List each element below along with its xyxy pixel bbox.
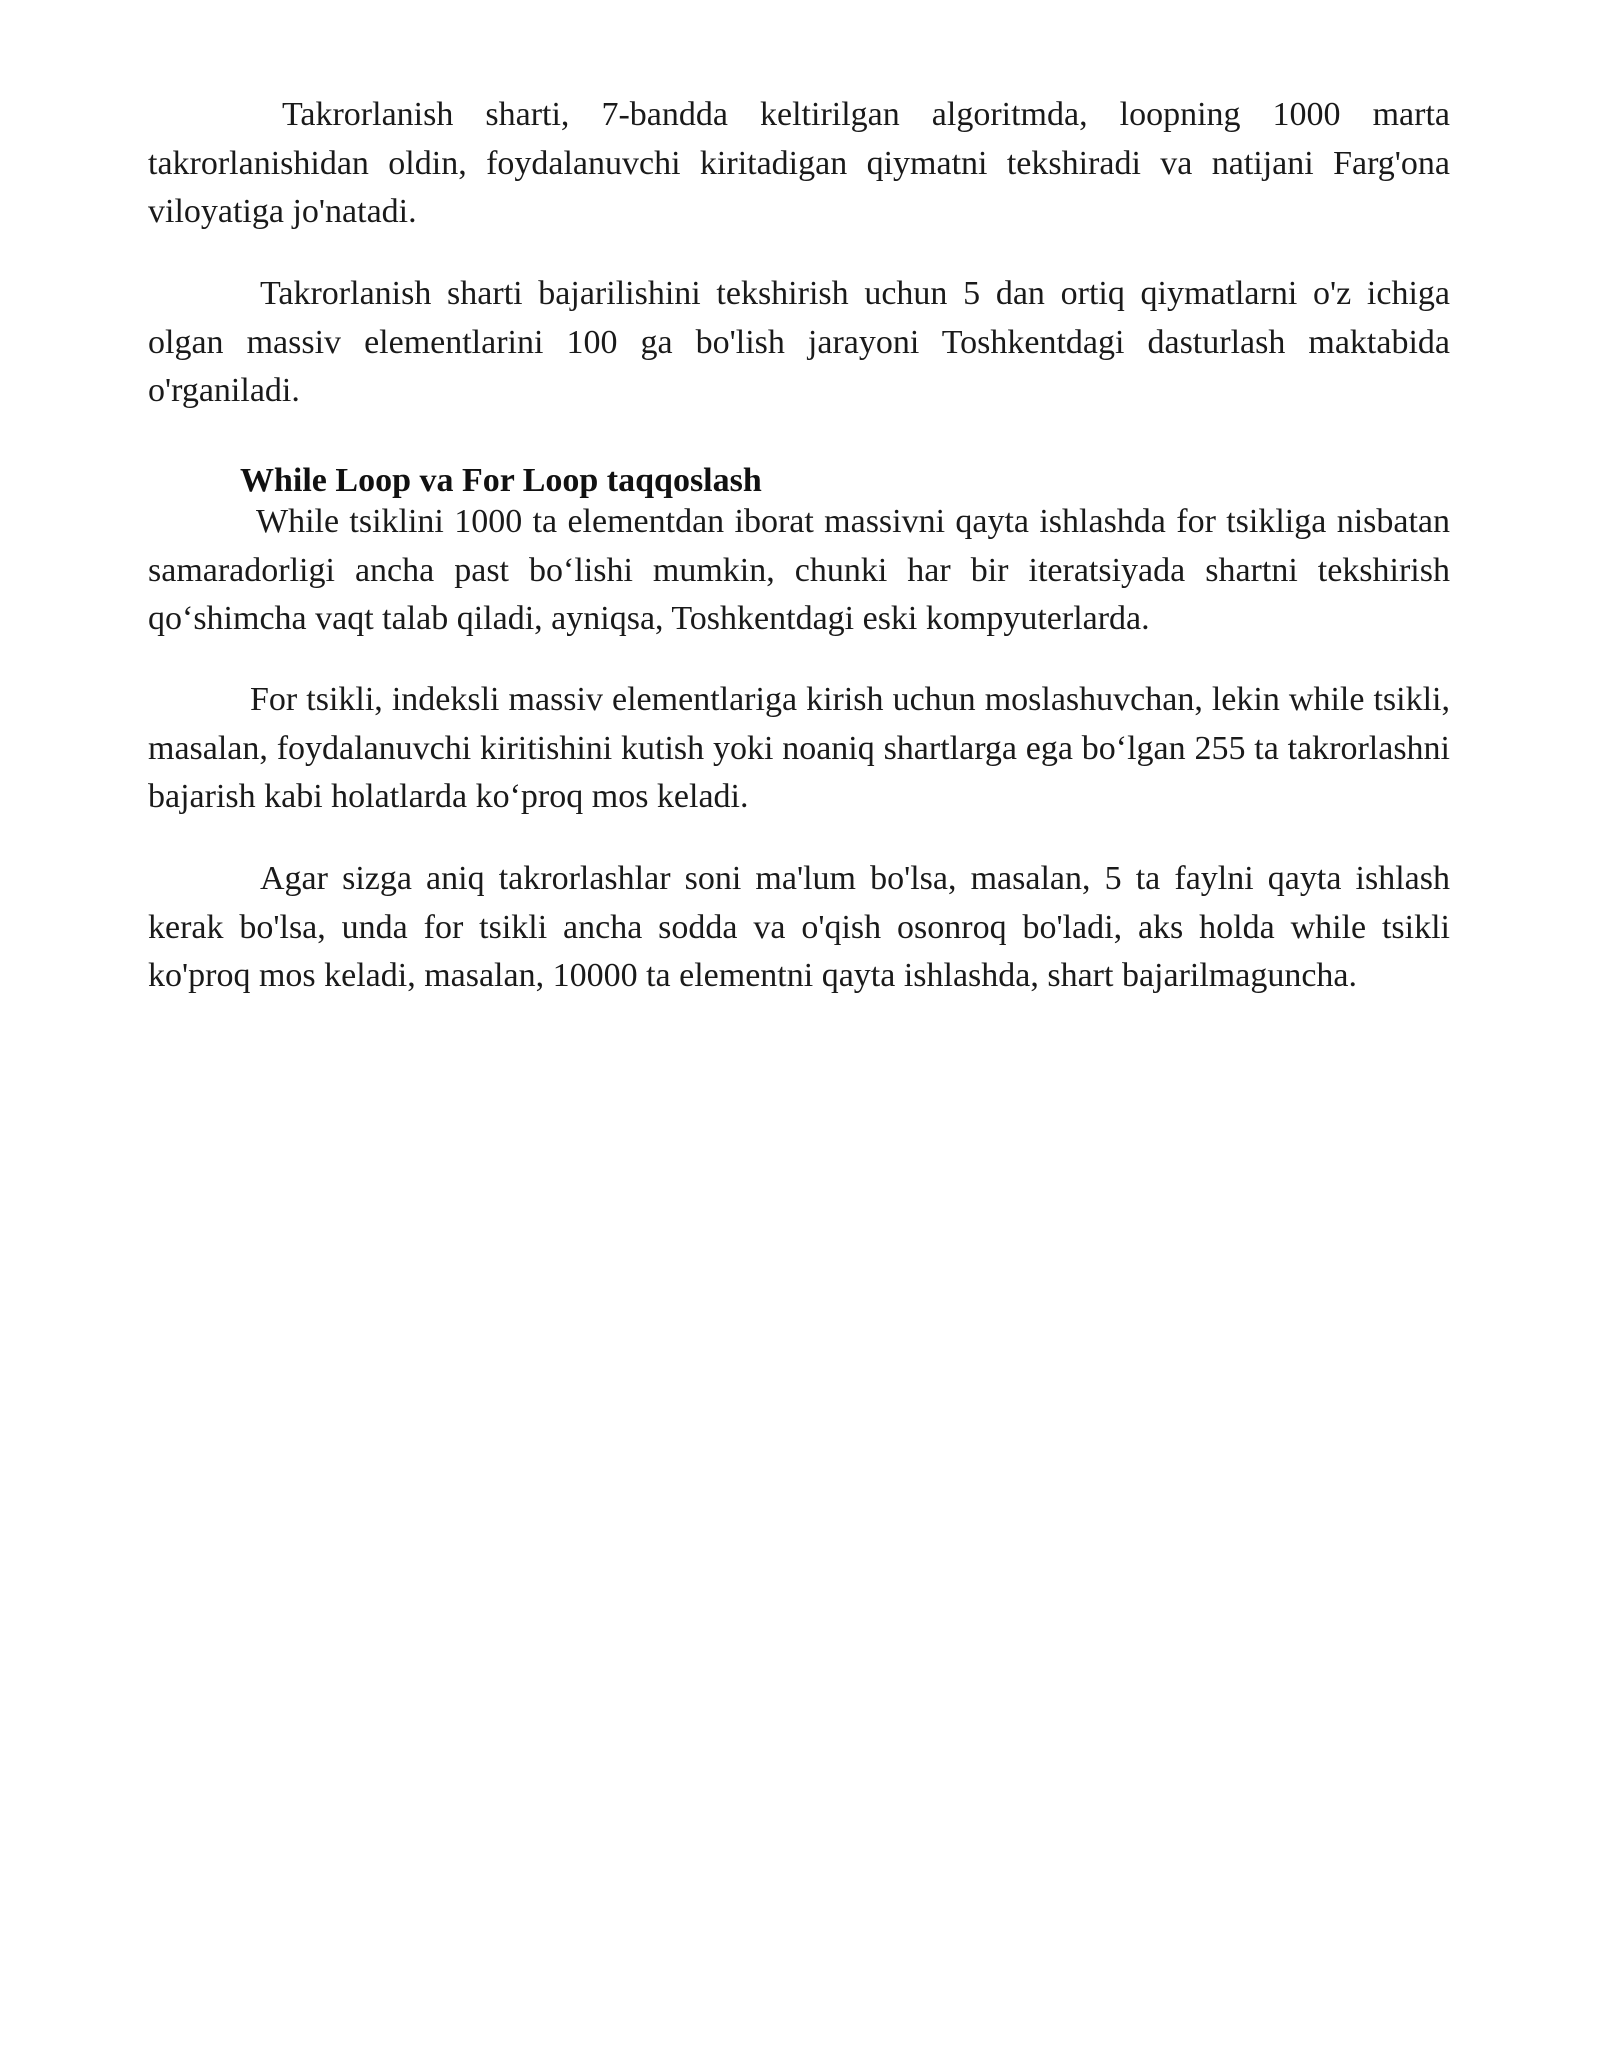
- paragraph: [148, 498, 1450, 644]
- paragraph-text-3: While tsiklini 1000 ta elementdan iborat massivni qayta ishlashda for tsikliga nisbatan samaradorligi ancha past bo‘lishi mumkin, chunki har bir iteratsiyada shartni tekshirish qo‘shimcha vaqt talab qiladi, ayniqsa, Toshkentdagi eski kompyuterlarda.: [148, 503, 1450, 637]
- paragraph: [148, 676, 1450, 822]
- paragraph-text-1: Takrorlanish sharti, 7-bandda keltirilgan algoritmda, loopning 1000 marta takrorlanishidan oldin, foydalanuvchi kiritadigan qiymatni tekshiradi va natijani Farg'ona viloyatiga jo'natadi.: [148, 96, 1450, 230]
- paragraph-text-4: For tsikli, indeksli massiv elementlariga kirish uchun moslashuvchan, lekin while tsikli, masalan, foydalanuvchi kiritishini kutish yoki noaniq shartlarga ega bo‘lgan 255 ta takrorlashni bajarish kabi holatlarda ko‘proq mos keladi.: [148, 681, 1450, 815]
- paragraph-text-5: Agar sizga aniq takrorlashlar soni ma'lum bo'lsa, masalan, 5 ta faylni qayta ishlash kerak bo'lsa, unda for tsikli ancha sodda va o'qish osonroq bo'ladi, aks holda while tsikli ko'proq mos keladi, masalan, 10000 ta elementni qayta ishlashda, shart bajarilmaguncha.: [148, 860, 1450, 994]
- paragraph-text-2: Takrorlanish sharti bajarilishini tekshirish uchun 5 dan ortiq qiymatlarni o'z ichiga olgan massiv elementlarini 100 ga bo'lish jarayoni Toshkentdagi dasturlash maktabida o'rganiladi.: [148, 275, 1450, 409]
- paragraph: [148, 270, 1450, 416]
- section-heading: While Loop va For Loop taqqoslash: [240, 462, 762, 499]
- paragraph: [148, 855, 1450, 1001]
- paragraph: [148, 91, 1450, 237]
